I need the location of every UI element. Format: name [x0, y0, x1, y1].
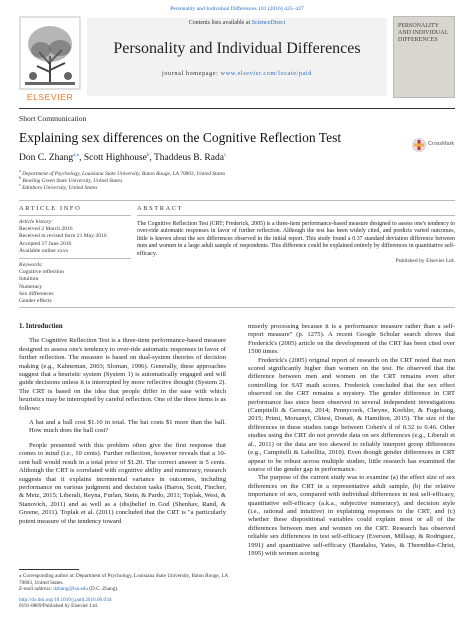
affiliation-mark: b [19, 175, 21, 180]
author-marks: c [223, 153, 227, 158]
affiliation-mark: a [19, 168, 21, 173]
body-paragraph: The purpose of the current study was to examine (a) the effect size of sex differences on the CRT in a representative adult sample, (b) the relative importance of sex, compared with individual differences in test self-efficacy, quantitative self-efficacy (a.k.a., subjective numeracy), and decision style (i.e., rational and intuitive) in explaining responses to the CRT, and (c) whether these dispositional variables could explain most or all of the differences between men and women on the CRT. Research has observed reliable sex differences in test self-efficacy (Everson, Millsap, & Rodriguez, 1991) and quantitative self-efficacy (Bandalos, Yates, & Thorndike-Christ, 1995) with women scoring [248, 474, 455, 557]
journal-title: Personality and Individual Differences [113, 40, 361, 57]
abstract-publisher: Published by Elsevier Ltd. [395, 258, 455, 265]
contents-line [87, 20, 387, 26]
keyword: Cognitive reflection [19, 269, 64, 276]
quoted-problem: A bat and a ball cost $1.10 in total. The bat costs $1 more than the ball. How much does the ball cost? [29, 419, 226, 435]
divider [137, 215, 455, 216]
author-name[interactable]: Scott Highhouse [83, 153, 147, 164]
article-info-heading: ARTICLE INFO [19, 205, 82, 212]
homepage-prefix: journal homepage: [162, 70, 219, 77]
body-column-right [248, 323, 455, 558]
keyword: Intuition [19, 276, 39, 283]
elsevier-logo [19, 16, 81, 104]
article-title: Explaining sex differences on the Cognitive Reflection Test [19, 130, 342, 145]
affiliation-text: Edinboro University, United States [22, 184, 98, 191]
section-divider [19, 307, 455, 308]
author-name[interactable]: Thaddeus B. Rada [154, 153, 224, 164]
history-label: Article history: [19, 219, 54, 225]
body-paragraph: miserly processing because it is a performance measure rather than a self-report measure" (p. 1275). A recent Google Scholar search shows that Frederick's (2005) article on the development of the CRT has been cited over 1500 times. [248, 323, 455, 356]
email-line [19, 586, 231, 593]
body-paragraph: The Cognitive Reflection Test is a three-item performance-based measure designed to assess one's tendency to over-ride automatic responses in favor of further reflection. The measure is based on dual-system theories of decision making (e.g., Kahneman, 2003; Sloman, 1996). Generally, these approaches suggest that a heuristic system (System 1) is automatically engaged and will guide decisions unless it is interrupted by more reflective thought (System 2). The CRT is based on the idea that people differ in the ease with which heuristics may be interrupted by careful reflection. One of the three items is as follows: [19, 337, 226, 412]
doi-link[interactable]: http://dx.doi.org/10.1016/j.paid.2016.06.034 [19, 596, 112, 603]
body-paragraph: People presented with this problem often give the first response that comes to mind (i.e., 10 cents). Further reflection, however reveals that a 10-cent ball would result in a total price of $1.20. The correct answer is 5 cents. Although the CRT is correlated with cognitive ability and numeracy, research suggests that it explains incremental variance in outcomes, including performance on various judgment and decision tasks (Baron, Scott, Fincher, & Metz, 2015; Liberali, Reyna, Furlan, Stein, & Pardo, 2011; Toplak, West, & Stanovich, 2011) and as well as a (dis)belief in God (Shenhav, Rand, & Greene, 2011). Toplak et al. (2011) concluded that the CRT is "a particularly potent measure of the tendency toward [19, 441, 226, 525]
contents-prefix: Contents lists available at [188, 20, 251, 26]
keyword: Sex differences [19, 290, 54, 297]
crossmark-label: CrossMark [428, 141, 455, 147]
author-separator: , [149, 153, 154, 164]
author-marks: b [146, 153, 150, 158]
crossmark-badge[interactable] [412, 136, 456, 164]
article-type: Short Communication [19, 114, 87, 123]
cover-title: PERSONALITY AND INDIVIDUAL DIFFERENCES [398, 23, 448, 43]
sciencedirect-link[interactable]: ScienceDirect [251, 20, 286, 26]
abstract-heading: ABSTRACT [137, 205, 184, 212]
tree-emblem-icon [19, 16, 81, 104]
body-column-left [19, 323, 226, 526]
divider [19, 215, 131, 216]
keyword: Gender effects [19, 298, 52, 305]
affiliation-mark: c [19, 182, 21, 187]
footnotes [19, 573, 231, 610]
body-paragraph: Frederick's (2005) original report of research on the CRT noted that men scored significantly higher than women on the test. He observed that the difference between men and women on the CRT remains even after controlling for SAT math scores. Frederick concluded that the sex effect observed on the CRT remains a mystery. The gender difference in CRT performance has since been observed in several independent investigations (Campitelli & Gerrans, 2014; Pennycook, Cheyne, Koehler, & Fugelsang, 2015; Primi, Morsanyi, Chiesi, Donati, & Hamilton, 2015). The size of the differences in these studies range between Cohen's d of 0.32 to 0.46. Other studies using the CRT do not provide data on sex differences (e.g., Liberali et al., 2011) or the data are too skewed to reliably interpret group differences (e.g., Campitelli & Labollita, 2010). Even though gender differences in CRT appear to be robust across multiple studies, little research has examined the source of the gender gap in performance. [248, 356, 455, 473]
copyright: 0191-8869/Published by Elsevier Ltd. [19, 603, 98, 610]
journal-cover-thumbnail [393, 16, 455, 98]
journal-homepage [87, 70, 387, 77]
section-divider [19, 200, 455, 201]
affiliation [19, 182, 97, 191]
author-name[interactable]: Don C. Zhang [19, 153, 74, 164]
history-item: Accepted 17 June 2016 [19, 240, 72, 247]
footnote-rule [19, 569, 79, 570]
history-item: Available online xxxx [19, 247, 69, 254]
section-heading: 1. Introduction [19, 323, 63, 330]
crossmark-icon [412, 138, 426, 152]
author-separator: , [79, 153, 84, 164]
running-header: Personality and Individual Differences 101 (2016) 425–427 [170, 6, 304, 12]
author-list [19, 152, 226, 163]
author-marks: a,⁎ [73, 153, 80, 158]
history-item: Received in revised form 21 May 2016 [19, 233, 107, 240]
affiliation-text: Bowling Green State University, United States [22, 177, 123, 184]
keyword: Numeracy [19, 283, 43, 290]
article-info-panel [19, 205, 131, 305]
homepage-url-link[interactable]: www.elsevier.com/locate/paid [220, 70, 312, 77]
journal-masthead [19, 16, 455, 107]
publisher-logo-text: ELSEVIER [26, 92, 74, 102]
abstract-text: The Cognitive Reflection Test (CRT; Frederick, 2005) is a three-item performance-based measure designed to assess one's tendency to over-ride automatic responses in favor of further reflection. Although the test has been widely cited, and predicts varied outcomes, little is known about the sex differences observed in the initial report. This study found a 0.37 standard deviation difference between men and women in a large adult sample of respondents. This difference could be explained entirely by differences in quantitative self-efficacy. [137, 221, 455, 257]
keywords-label: Keywords: [19, 262, 44, 269]
affiliation-text: Department of Psychology, Louisiana State University, Baton Rouge, LA 70803, United States [22, 170, 226, 177]
history-item: Received 2 March 2016 [19, 226, 73, 233]
email-label: E-mail address: [19, 586, 53, 593]
email-link[interactable]: dzhang@lsu.edu [53, 586, 88, 593]
email-suffix: (D.C. Zhang). [89, 586, 119, 593]
abstract-panel [137, 205, 455, 264]
masthead-divider [19, 108, 455, 109]
divider [19, 258, 131, 259]
corresponding-author-note: ⁎ Corresponding author at: Department of Psychology, Louisiana State University, Baton Rouge, LA 70803, United States. [19, 573, 228, 586]
